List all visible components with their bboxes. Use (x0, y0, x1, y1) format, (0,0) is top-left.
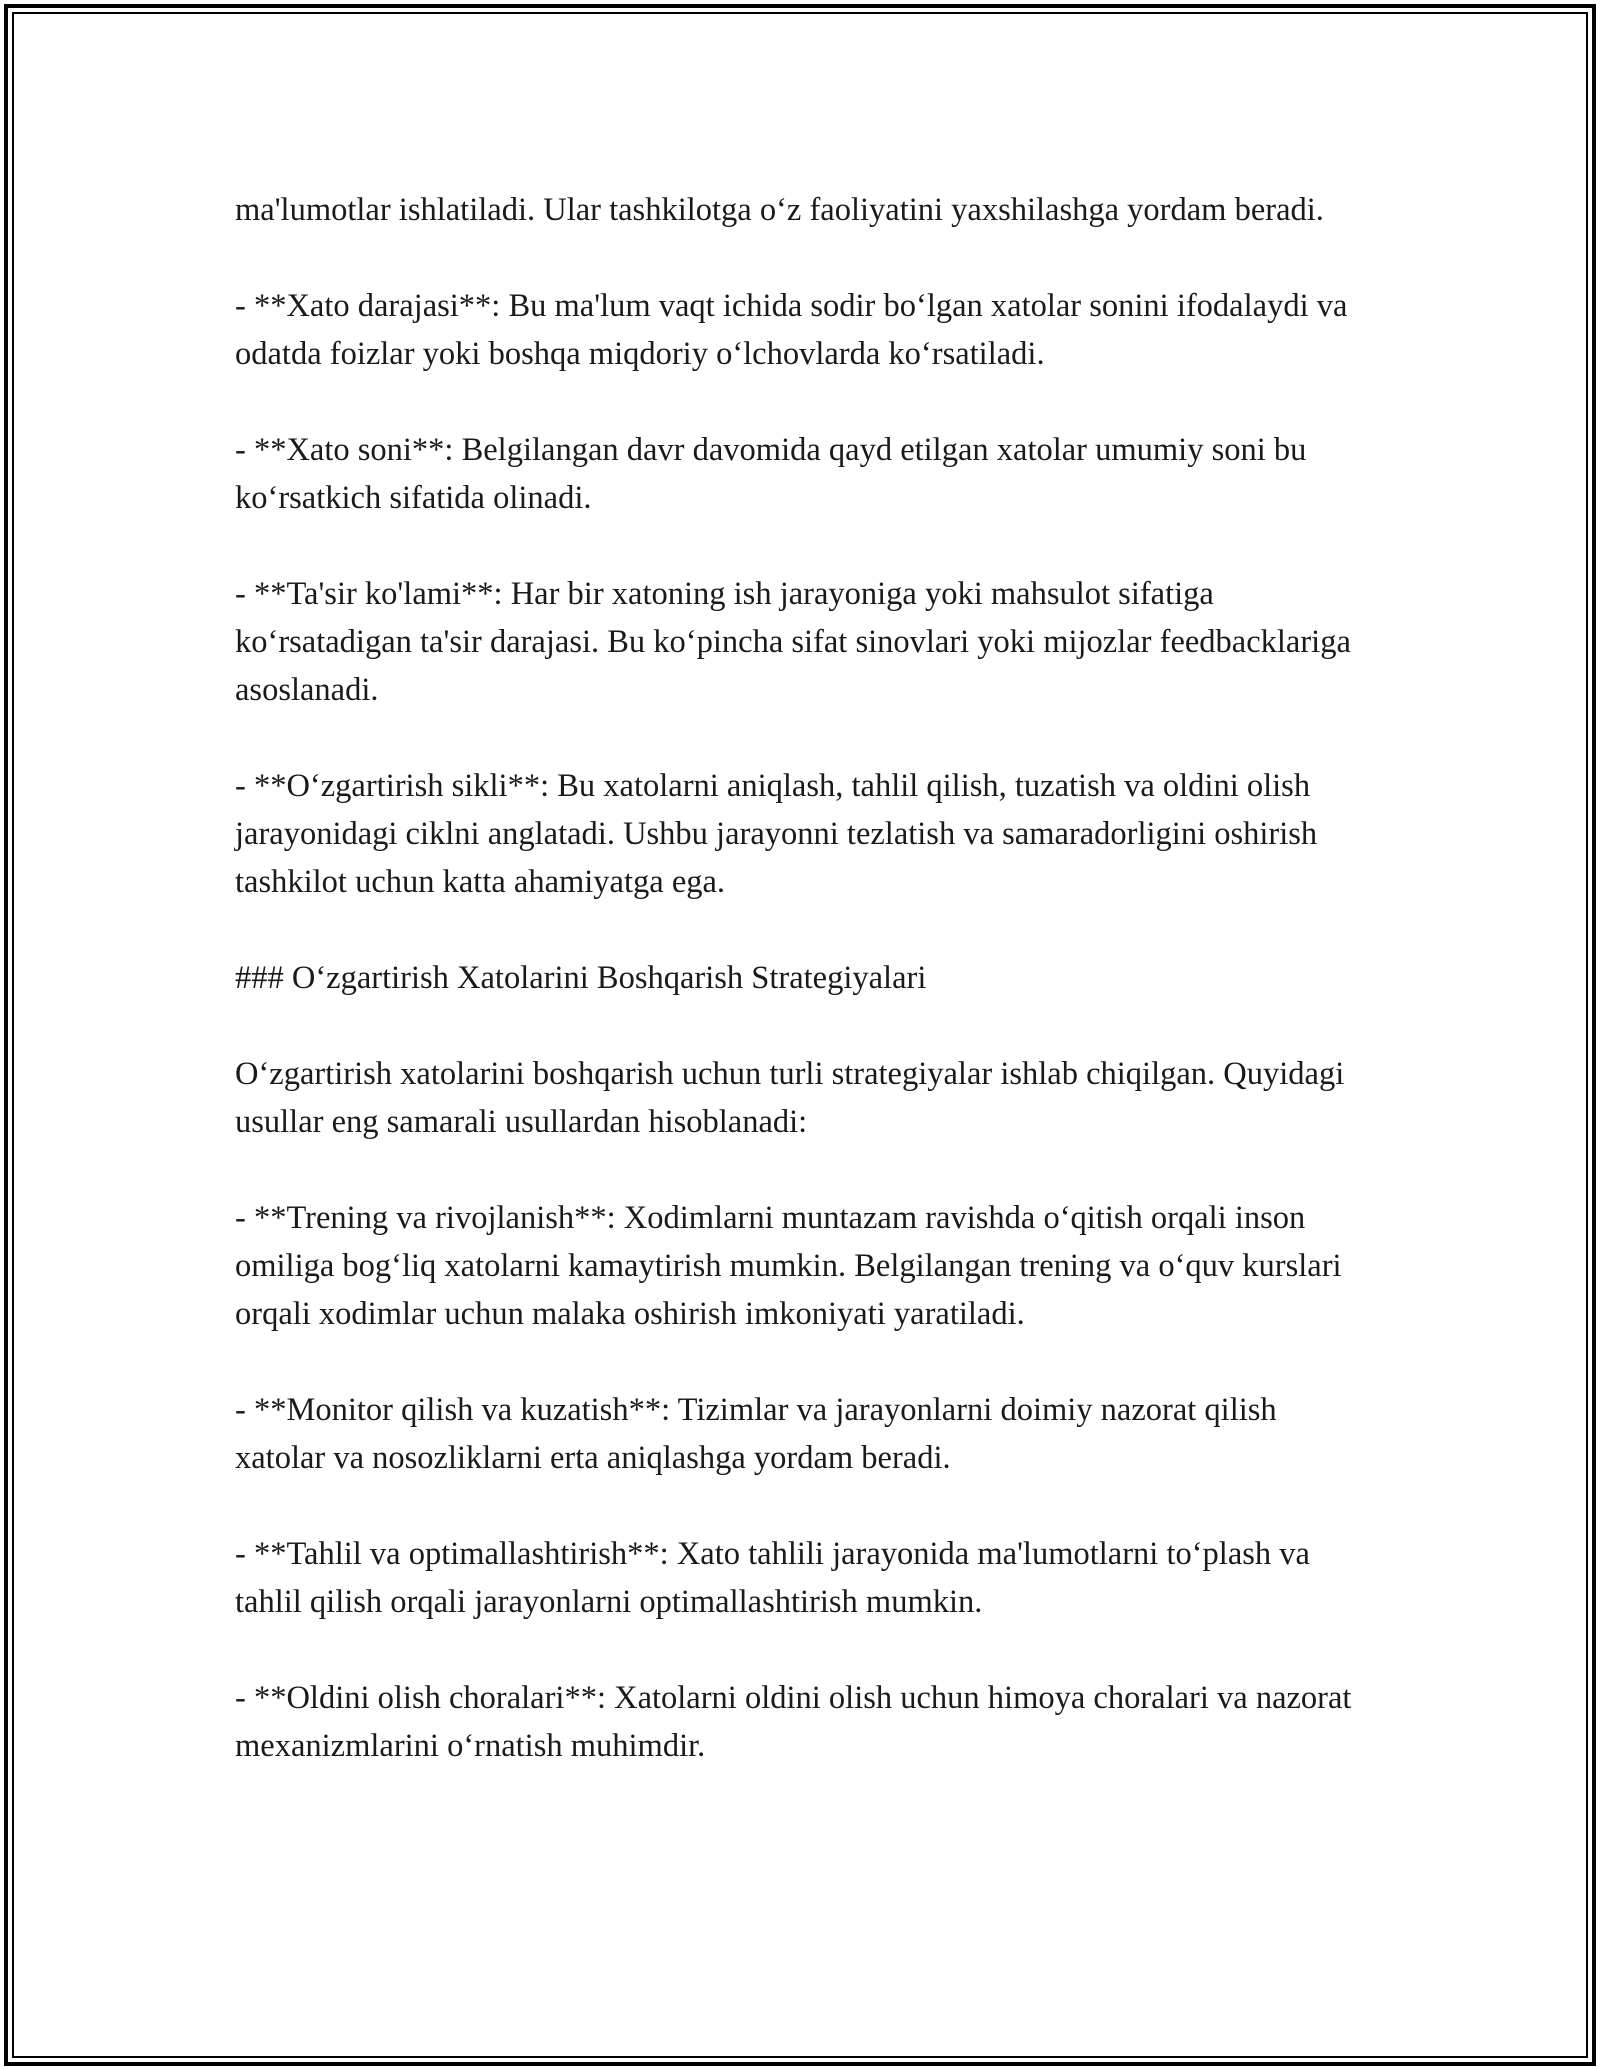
list-item-ozgartirish-sikli: - **Oʻzgartirish sikli**: Bu xatolarni aniqlash, tahlil qilish, tuzatish va oldini olish jarayonidagi ciklni anglatadi. Ushbu jarayonni tezlatish va samaradorligini oshirish tashkilot uchun katta ahamiyatga ega. (235, 768, 1318, 900)
list-item-tahlil: - **Tahlil va optimallashtirish**: Xato tahlili jarayonida ma'lumotlarni toʻplash va tahlil qilish orqali jarayonlarni optimallashtirish mumkin. (235, 1536, 1310, 1620)
document-body (235, 186, 1370, 1818)
paragraph-intro-continuation: ma'lumotlar ishlatiladi. Ular tashkilotga oʻz faoliyatini yaxshilashga yordam beradi. (235, 192, 1324, 228)
list-item-xato-darajasi: - **Xato darajasi**: Bu ma'lum vaqt ichida sodir boʻlgan xatolar sonini ifodalaydi va odatda foizlar yoki boshqa miqdoriy oʻlchovlarda koʻrsatiladi. (235, 288, 1348, 372)
list-item-oldini-olish: - **Oldini olish choralari**: Xatolarni oldini olish uchun himoya choralari va nazorat mexanizmlarini oʻrnatish muhimdir. (235, 1680, 1352, 1764)
list-item-tasir-kolami: - **Ta'sir ko'lami**: Har bir xatoning ish jarayoniga yoki mahsulot sifatiga koʻrsatadigan ta'sir darajasi. Bu koʻpincha sifat sinovlari yoki mijozlar feedbacklariga asoslanadi. (235, 576, 1351, 708)
list-item-trening: - **Trening va rivojlanish**: Xodimlarni muntazam ravishda oʻqitish orqali inson omiliga bogʻliq xatolarni kamaytirish mumkin. Belgilangan trening va oʻquv kurslari orqali xodimlar uchun malaka oshirish imkoniyati yaratiladi. (235, 1200, 1342, 1332)
list-item-monitor: - **Monitor qilish va kuzatish**: Tizimlar va jarayonlarni doimiy nazorat qilish xatolar va nosozliklarni erta aniqlashga yordam beradi. (235, 1392, 1277, 1476)
paragraph-strategies-intro: Oʻzgartirish xatolarini boshqarish uchun turli strategiyalar ishlab chiqilgan. Quyidagi usullar eng samarali usullardan hisoblanadi: (235, 1056, 1345, 1140)
section-heading: ### Oʻzgartirish Xatolarini Boshqarish Strategiyalari (235, 960, 927, 996)
list-item-xato-soni: - **Xato soni**: Belgilangan davr davomida qayd etilgan xatolar umumiy soni bu koʻrsatkich sifatida olinadi. (235, 432, 1307, 516)
